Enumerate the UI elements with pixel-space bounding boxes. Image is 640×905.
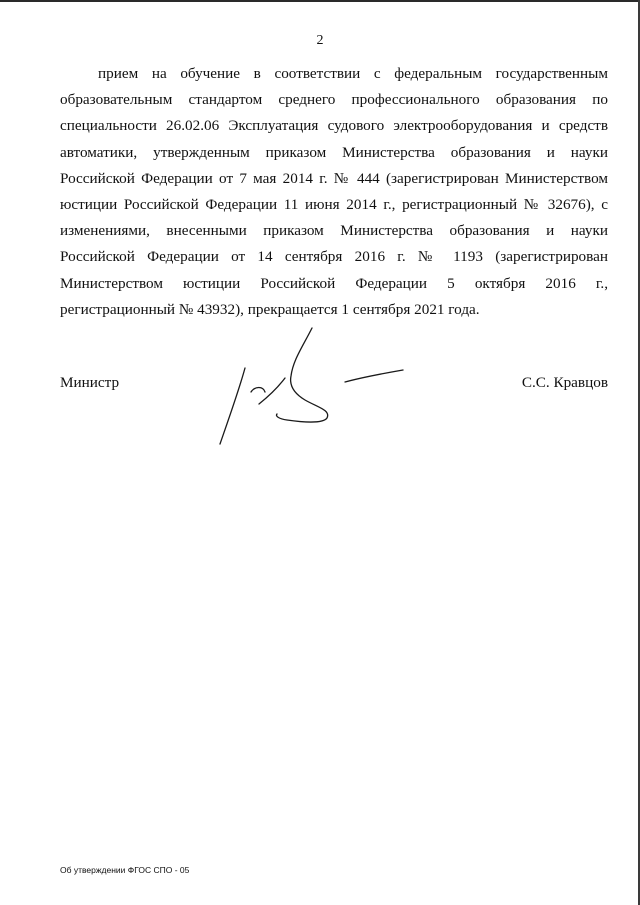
page-top-edge [0, 0, 640, 2]
page-number: 2 [316, 33, 324, 48]
footer-reference: Об утверждении ФГОС СПО - 05 [60, 865, 190, 875]
signatory-name: С.С. Кравцов [521, 374, 608, 391]
signatory-title: Министр [60, 374, 120, 391]
body-paragraph: прием на обучение в соответствии с федеральным государственным образовательным стандартом среднего профессионального образования по специальности 26.02.06 Эксплуатация судового электрооборудования и средств автоматики, утвержденным приказом Министерства образования и науки Российской Федерации от 7 мая 2014 г. № 444 (зарегистрирован Министерством юстиции Российской Федерации 11 июня 2014 г., регистрационный № 32676), с изменениями, внесенными приказом Министерства образования и науки Российской Федерации от 14 сентября 2016 г. № 1193 (зарегистрирован Министерством юстиции Российской Федерации 5 октября 2016 г., регистрационный № 43932), прекращается 1 сентября 2021 года. [60, 65, 608, 318]
handwritten-signature [205, 320, 415, 450]
